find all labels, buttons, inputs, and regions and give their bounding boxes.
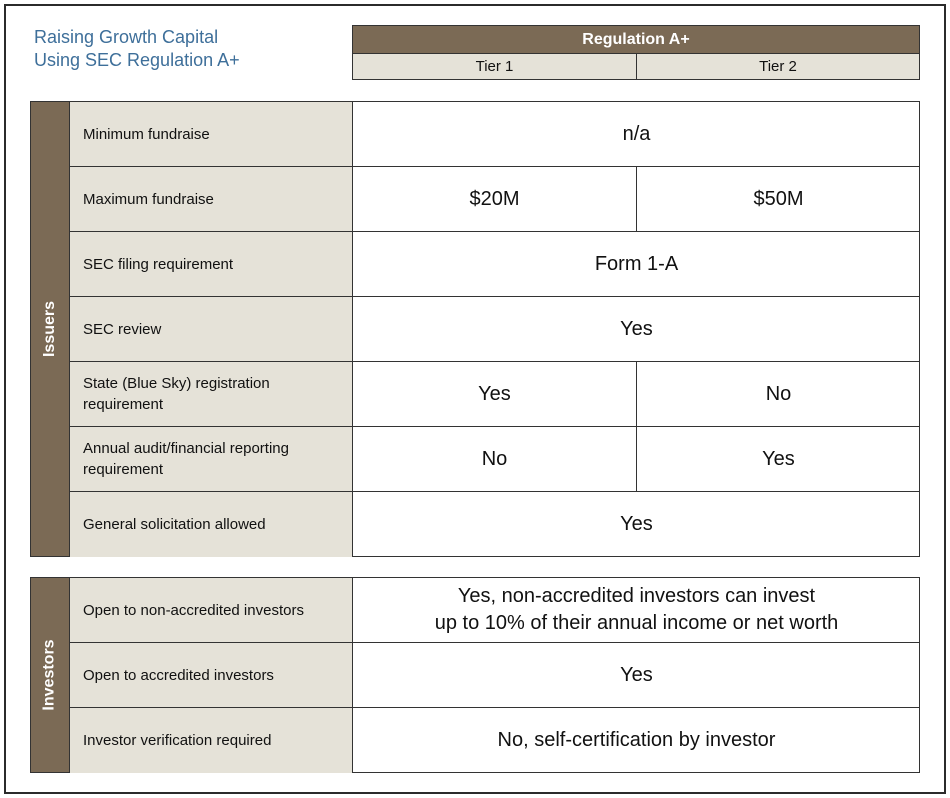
table-row [70,232,920,297]
row-value: No, self-certification by investor [497,729,776,751]
row-value-tier2: Yes [762,447,795,470]
row-value-tier2: $50M [753,187,804,210]
row-value-tier2: No [765,382,792,405]
table-row [70,578,920,643]
row-value-tier1: Yes [353,362,637,426]
table-row [70,708,920,773]
row-label: SEC filing requirement [70,232,353,296]
issuers-group [30,101,920,557]
regulation-header: Regulation A+ [352,25,920,54]
row-label: Investor verification required [70,708,353,773]
row-value: Yes [620,663,653,686]
table-row [70,492,920,557]
row-value: n/a [622,122,651,145]
investors-label: Investors [41,639,59,711]
row-value [353,578,920,642]
table-row [70,427,920,492]
row-label: SEC review [70,297,353,361]
table-row [70,643,920,708]
row-value: Form 1-A [594,252,679,275]
issuers-label: Issuers [41,300,59,358]
page-title [34,26,240,72]
row-label: Open to accredited investors [70,643,353,707]
row-label: Maximum fundraise [70,167,353,231]
row-value-tier1: $20M [353,167,637,231]
title-line-2: Using SEC Regulation A+ [34,50,240,70]
row-label: Open to non-accredited investors [70,578,353,642]
tier-1-header: Tier 1 [352,53,637,80]
row-value: Yes [620,317,653,340]
row-label: State (Blue Sky) registration requirement [70,362,353,426]
table-row [70,167,920,232]
row-value-line-2: up to 10% of their annual income or net worth [434,612,839,634]
table-row [70,102,920,167]
row-value-line-1: Yes, non-accredited investors can invest [457,585,816,607]
row-label: Annual audit/financial reporting requirement [70,427,353,491]
investors-group [30,577,920,773]
row-value-tier1: No [353,427,637,491]
issuers-side-label [31,102,70,556]
row-label: Minimum fundraise [70,102,353,166]
row-label: General solicitation allowed [70,492,353,557]
row-value: Yes [620,513,653,535]
investors-side-label [31,578,70,772]
tier-2-header: Tier 2 [636,53,920,80]
title-line-1: Raising Growth Capital [34,27,219,47]
table-row [70,362,920,427]
table-row [70,297,920,362]
